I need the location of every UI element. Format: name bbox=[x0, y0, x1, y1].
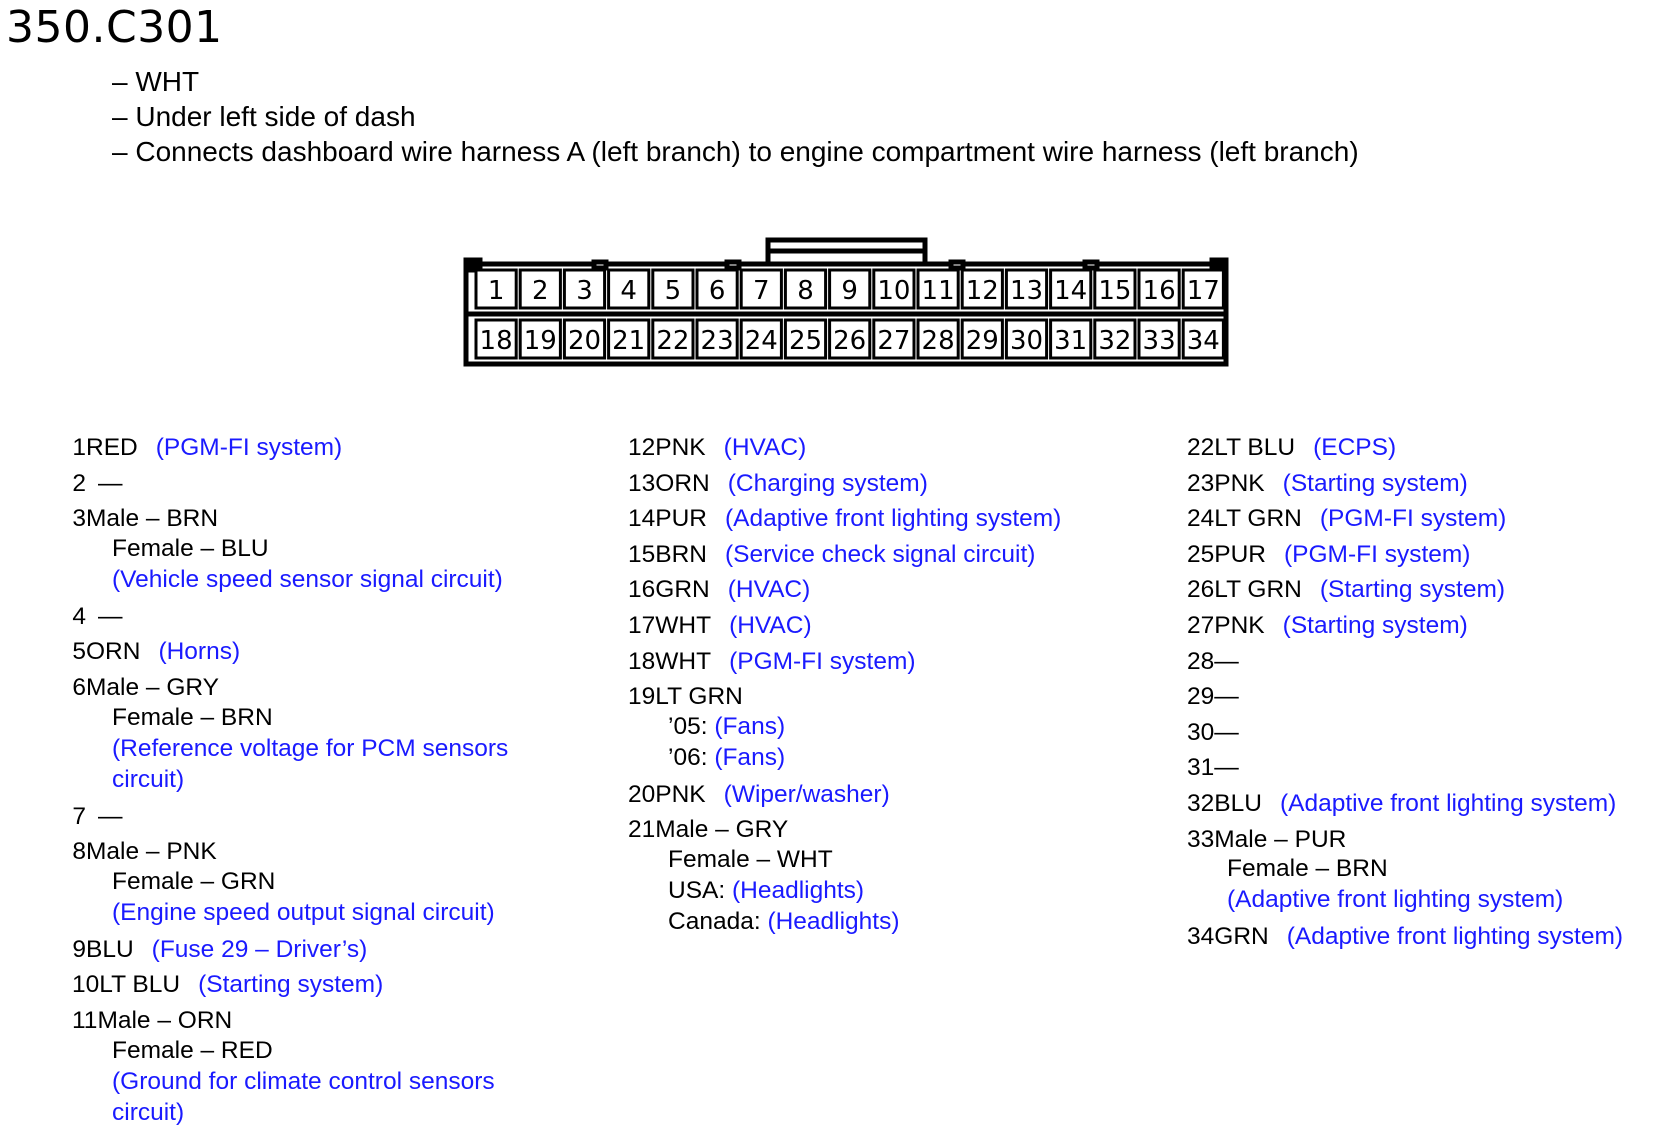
page-title: 350.C301 bbox=[6, 2, 223, 53]
key-bump-4 bbox=[1085, 262, 1097, 268]
pin-label-30: 30 bbox=[1009, 326, 1044, 356]
circuit-description: (Headlights) bbox=[767, 907, 900, 935]
pin-number: 2 bbox=[72, 469, 86, 497]
pin-entry-14 bbox=[628, 501, 1061, 537]
circuit-description: (Starting system) bbox=[1282, 611, 1468, 639]
pin-label-23: 23 bbox=[700, 326, 734, 356]
pin-entry-27 bbox=[1187, 608, 1623, 644]
sub-label: USA: bbox=[668, 876, 732, 904]
wire-color: RED bbox=[86, 434, 138, 461]
pin-number: 33 bbox=[1187, 825, 1215, 853]
pin-entry-21 bbox=[628, 812, 1061, 848]
pin-label-33: 33 bbox=[1142, 326, 1176, 356]
pin-entry-32 bbox=[1187, 786, 1623, 822]
pin-label-13: 13 bbox=[1009, 276, 1044, 306]
pin-sub-line bbox=[72, 733, 508, 764]
pin-label-12: 12 bbox=[965, 276, 999, 306]
wire-color: GRN bbox=[655, 576, 710, 604]
circuit-description: (HVAC) bbox=[729, 611, 812, 639]
pin-entry-6 bbox=[72, 670, 508, 706]
pin-list-column-1 bbox=[72, 430, 508, 1132]
pin-sub-details bbox=[628, 844, 1061, 937]
pin-sub-details bbox=[72, 1035, 508, 1128]
pin-number: 29 bbox=[1187, 683, 1215, 711]
pin-entry-9 bbox=[72, 932, 508, 968]
pin-number: 8 bbox=[72, 838, 86, 866]
wire-color: PNK bbox=[1214, 469, 1265, 497]
sub-label: Female – RED bbox=[112, 1036, 273, 1064]
pin-number: 3 bbox=[72, 505, 86, 533]
wire-color: PUR bbox=[655, 505, 707, 533]
pin-number: 13 bbox=[628, 469, 656, 497]
pin-sub-line bbox=[72, 866, 508, 897]
circuit-description: circuit) bbox=[112, 765, 185, 793]
circuit-description: (PGM-FI system) bbox=[155, 434, 343, 461]
circuit-description: circuit) bbox=[112, 1098, 185, 1126]
circuit-description: (Headlights) bbox=[732, 876, 865, 904]
pin-sub-line bbox=[72, 1066, 508, 1097]
pin-label-18: 18 bbox=[479, 326, 513, 356]
connector-face-diagram bbox=[0, 0, 1664, 400]
pin-number: 17 bbox=[628, 611, 656, 639]
pin-label-29: 29 bbox=[965, 326, 999, 356]
pin-label-6: 6 bbox=[708, 276, 726, 306]
pin-sub-line bbox=[72, 1035, 508, 1066]
circuit-description: (ECPS) bbox=[1313, 434, 1397, 461]
circuit-description: (Engine speed output signal circuit) bbox=[112, 898, 495, 926]
wire-color: PNK bbox=[1214, 611, 1265, 639]
circuit-description: (Starting system) bbox=[1282, 469, 1468, 497]
pin-entry-10 bbox=[72, 967, 508, 1003]
pin-entry-17 bbox=[628, 608, 1061, 644]
wire-color: Male – ORN bbox=[97, 1006, 233, 1034]
unused-pin-dash: — bbox=[1214, 647, 1239, 675]
pin-label-20: 20 bbox=[567, 326, 602, 356]
pin-sub-details bbox=[72, 702, 508, 795]
circuit-description: (Adaptive front lighting system) bbox=[725, 505, 1062, 533]
detail-color: – WHT bbox=[112, 66, 200, 97]
detail-connects: – Connects dashboard wire harness A (left branch) to engine compartment wire harness (left branch) bbox=[112, 136, 1359, 167]
pin-number: 15 bbox=[628, 540, 656, 568]
unused-pin-dash: — bbox=[98, 802, 123, 830]
sub-label: Female – WHT bbox=[668, 845, 833, 873]
pin-label-19: 19 bbox=[523, 326, 557, 356]
pin-entry-2 bbox=[72, 466, 508, 502]
pin-label-17: 17 bbox=[1186, 276, 1220, 306]
key-bump-1 bbox=[594, 262, 606, 268]
sub-label: ’06: bbox=[668, 743, 715, 771]
wire-color: ORN bbox=[86, 638, 141, 666]
circuit-description: (PGM-FI system) bbox=[1319, 505, 1507, 533]
pin-label-3: 3 bbox=[576, 276, 593, 306]
pin-sub-line bbox=[628, 711, 1061, 742]
pin-sub-line bbox=[72, 1097, 508, 1128]
wire-color: BLU bbox=[1214, 789, 1262, 817]
circuit-description: (Fuse 29 – Driver’s) bbox=[151, 935, 368, 963]
pin-label-32: 32 bbox=[1098, 326, 1132, 356]
pin-number: 31 bbox=[1187, 754, 1215, 782]
pin-list-column-3 bbox=[1187, 430, 1623, 955]
pin-number: 24 bbox=[1187, 505, 1215, 533]
pin-label-9: 9 bbox=[841, 276, 858, 306]
pin-number: 20 bbox=[628, 780, 656, 808]
wire-color: PNK bbox=[655, 780, 706, 808]
unused-pin-dash: — bbox=[1214, 683, 1239, 711]
pin-number: 11 bbox=[72, 1006, 98, 1034]
pin-entry-8 bbox=[72, 834, 508, 870]
pin-sub-line bbox=[628, 742, 1061, 773]
pin-label-2: 2 bbox=[532, 276, 549, 306]
pin-list-column-2 bbox=[628, 430, 1061, 941]
pin-label-34: 34 bbox=[1186, 326, 1220, 356]
pin-number: 1 bbox=[72, 434, 86, 461]
pin-number: 34 bbox=[1187, 923, 1215, 951]
pin-sub-line bbox=[72, 533, 508, 564]
wire-color: WHT bbox=[655, 647, 712, 675]
unused-pin-dash: — bbox=[1214, 718, 1239, 746]
circuit-description: (Adaptive front lighting system) bbox=[1286, 923, 1624, 951]
pin-number: 18 bbox=[628, 647, 656, 675]
circuit-description: (Adaptive front lighting system) bbox=[1279, 789, 1617, 817]
pin-entry-4 bbox=[72, 599, 508, 635]
pin-entry-31 bbox=[1187, 750, 1623, 786]
sub-label: Female – BLU bbox=[112, 534, 269, 562]
pin-entry-23 bbox=[1187, 466, 1623, 502]
pin-number: 19 bbox=[628, 683, 656, 711]
pin-entry-19 bbox=[628, 679, 1061, 715]
pin-label-1: 1 bbox=[487, 276, 505, 306]
pin-sub-line bbox=[628, 906, 1061, 937]
pin-number: 27 bbox=[1187, 611, 1215, 639]
wire-color: WHT bbox=[655, 611, 712, 639]
circuit-description: (HVAC) bbox=[727, 576, 811, 604]
unused-pin-dash: — bbox=[1214, 754, 1239, 782]
pin-entry-33 bbox=[1187, 822, 1623, 858]
circuit-description: (Adaptive front lighting system) bbox=[1227, 886, 1564, 914]
pin-sub-line bbox=[1187, 884, 1623, 915]
key-bump-3 bbox=[951, 262, 963, 268]
pin-label-24: 24 bbox=[744, 326, 778, 356]
pin-number: 9 bbox=[72, 935, 86, 963]
pin-number: 22 bbox=[1187, 434, 1215, 461]
wire-color: PNK bbox=[655, 434, 706, 461]
wire-color: PUR bbox=[1214, 540, 1266, 568]
sub-label: Female – GRN bbox=[112, 867, 276, 895]
pin-label-11: 11 bbox=[921, 276, 955, 306]
wire-color: LT BLU bbox=[99, 971, 181, 999]
wire-color: Male – GRY bbox=[655, 816, 789, 844]
pin-entry-13 bbox=[628, 466, 1061, 502]
pin-number: 25 bbox=[1187, 540, 1215, 568]
circuit-description: (PGM-FI system) bbox=[729, 647, 916, 675]
pin-number: 32 bbox=[1187, 789, 1215, 817]
circuit-description: (Wiper/washer) bbox=[723, 780, 890, 808]
unused-pin-dash: — bbox=[98, 469, 123, 497]
pin-entry-3 bbox=[72, 501, 508, 537]
circuit-description: (Charging system) bbox=[727, 469, 928, 497]
wire-color: Male – BRN bbox=[86, 505, 219, 533]
pin-entry-25 bbox=[1187, 537, 1623, 573]
pin-entry-18 bbox=[628, 644, 1061, 680]
circuit-description: (Starting system) bbox=[198, 971, 384, 999]
circuit-description: (Horns) bbox=[158, 638, 241, 666]
pin-label-31: 31 bbox=[1054, 326, 1088, 356]
pin-number: 28 bbox=[1187, 647, 1215, 675]
pin-entry-20 bbox=[628, 777, 1061, 813]
pin-sub-details bbox=[628, 711, 1061, 773]
pin-entry-22 bbox=[1187, 430, 1623, 466]
pin-sub-line bbox=[628, 875, 1061, 906]
circuit-description: (HVAC) bbox=[723, 434, 807, 461]
pin-label-8: 8 bbox=[797, 276, 814, 306]
wire-color: LT GRN bbox=[1214, 576, 1302, 604]
pin-entry-30 bbox=[1187, 715, 1623, 751]
pin-sub-line bbox=[1187, 853, 1623, 884]
pin-entry-34 bbox=[1187, 919, 1623, 955]
circuit-description: (Reference voltage for PCM sensors bbox=[112, 734, 509, 762]
pin-entry-1 bbox=[72, 430, 508, 466]
pin-sub-details bbox=[72, 866, 508, 928]
pin-entry-28 bbox=[1187, 644, 1623, 680]
pin-label-21: 21 bbox=[612, 326, 646, 356]
wire-color: Male – GRY bbox=[86, 673, 219, 701]
circuit-description: (Service check signal circuit) bbox=[725, 540, 1036, 568]
pin-label-28: 28 bbox=[921, 326, 955, 356]
pin-label-26: 26 bbox=[833, 326, 867, 356]
pin-entry-26 bbox=[1187, 572, 1623, 608]
pin-number: 16 bbox=[628, 576, 656, 604]
pin-number: 10 bbox=[72, 971, 100, 999]
pin-number: 6 bbox=[72, 673, 86, 701]
wire-color: LT BLU bbox=[1214, 434, 1296, 461]
pin-sub-line bbox=[72, 564, 508, 595]
circuit-description: (Vehicle speed sensor signal circuit) bbox=[112, 565, 503, 593]
pin-number: 23 bbox=[1187, 469, 1215, 497]
pin-number: 12 bbox=[628, 434, 656, 461]
circuit-description: (Ground for climate control sensors bbox=[112, 1067, 495, 1095]
key-bump-2 bbox=[727, 262, 739, 268]
pin-entry-15 bbox=[628, 537, 1061, 573]
pin-sub-line bbox=[72, 702, 508, 733]
circuit-description: (PGM-FI system) bbox=[1284, 540, 1471, 568]
pin-number: 30 bbox=[1187, 718, 1215, 746]
circuit-description: (Fans) bbox=[714, 712, 786, 740]
pin-label-14: 14 bbox=[1054, 276, 1088, 306]
pin-number: 14 bbox=[628, 505, 656, 533]
pin-entry-5 bbox=[72, 634, 508, 670]
pin-sub-details bbox=[1187, 853, 1623, 915]
sub-label: Female – BRN bbox=[112, 703, 273, 731]
sub-label: Canada: bbox=[668, 907, 768, 935]
wire-color: BRN bbox=[655, 540, 707, 568]
pin-entry-11 bbox=[72, 1003, 508, 1039]
pin-sub-line bbox=[628, 844, 1061, 875]
detail-location: – Under left side of dash bbox=[112, 101, 416, 132]
unused-pin-dash: — bbox=[98, 602, 123, 630]
pin-number: 4 bbox=[72, 602, 86, 630]
pin-label-7: 7 bbox=[753, 276, 770, 306]
pin-number: 7 bbox=[72, 802, 86, 830]
pin-number: 5 bbox=[72, 638, 86, 666]
wire-color: Male – PNK bbox=[86, 838, 217, 866]
wire-color: LT GRN bbox=[1214, 505, 1302, 533]
pin-label-4: 4 bbox=[620, 276, 637, 306]
wire-color: GRN bbox=[1214, 923, 1269, 951]
circuit-description: (Starting system) bbox=[1319, 576, 1506, 604]
sub-label: Female – BRN bbox=[1227, 855, 1388, 883]
pin-label-22: 22 bbox=[656, 326, 690, 356]
pin-entry-7 bbox=[72, 799, 508, 835]
pin-entry-12 bbox=[628, 430, 1061, 466]
pin-label-16: 16 bbox=[1142, 276, 1176, 306]
pin-entry-29 bbox=[1187, 679, 1623, 715]
pin-label-5: 5 bbox=[664, 276, 682, 306]
wire-color: BLU bbox=[86, 935, 134, 963]
pin-entry-24 bbox=[1187, 501, 1623, 537]
pin-label-15: 15 bbox=[1098, 276, 1132, 306]
pin-label-27: 27 bbox=[877, 326, 911, 356]
pin-sub-line bbox=[72, 764, 508, 795]
pin-entry-16 bbox=[628, 572, 1061, 608]
circuit-description: (Fans) bbox=[714, 743, 786, 771]
pin-label-25: 25 bbox=[788, 326, 823, 356]
pin-label-10: 10 bbox=[877, 276, 911, 306]
pin-number: 21 bbox=[628, 816, 656, 844]
pin-sub-details bbox=[72, 533, 508, 595]
pin-sub-line bbox=[72, 897, 508, 928]
wire-color: ORN bbox=[655, 469, 710, 497]
pin-number: 26 bbox=[1187, 576, 1215, 604]
sub-label: ’05: bbox=[668, 712, 715, 740]
wire-color: Male – PUR bbox=[1214, 825, 1347, 853]
wire-color: LT GRN bbox=[655, 683, 743, 711]
